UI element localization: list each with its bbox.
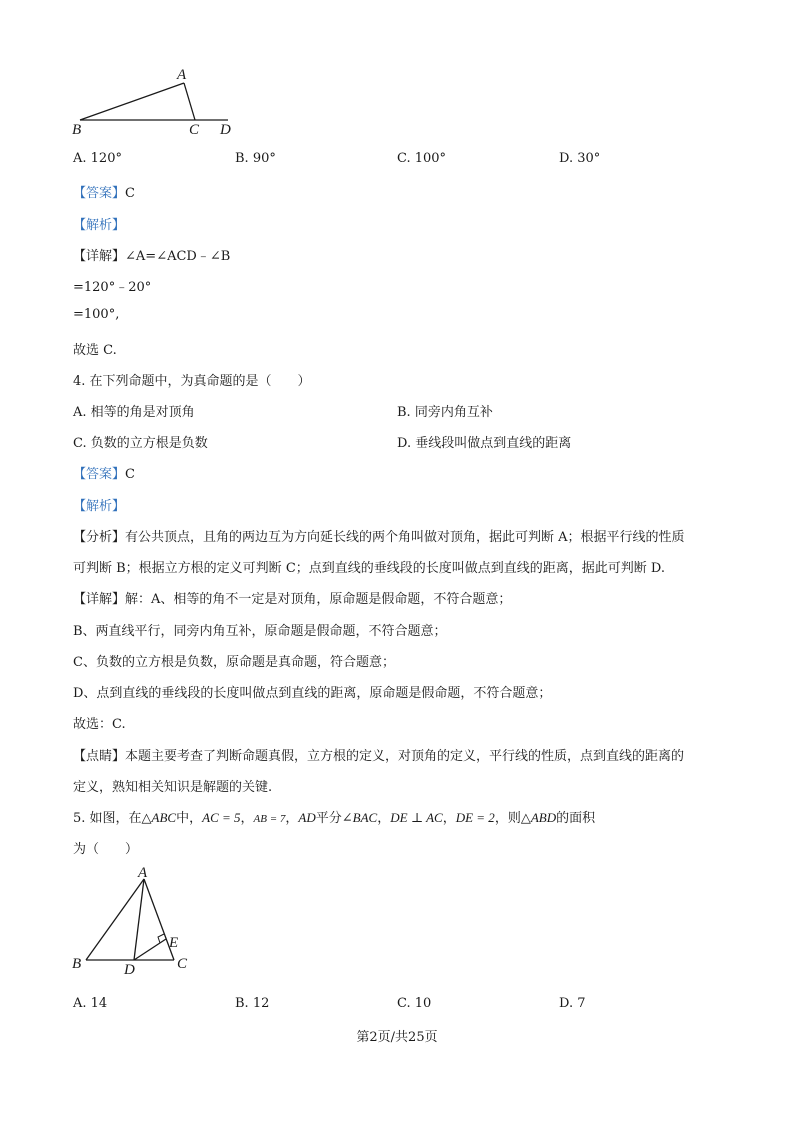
q3-option-d: D. 30° [559, 151, 601, 166]
q4-answer-line [73, 463, 135, 482]
q4-option-a: A. 相等的角是对顶角 [73, 405, 195, 420]
q3-detail-tag: 【详解】 [73, 249, 126, 264]
q5-option-a: A. 14 [73, 996, 108, 1011]
fig2-label-b: B [72, 956, 82, 972]
q4-dianjing-tag: 【点睛】 [73, 749, 126, 764]
triangle-figure-1 [60, 62, 250, 142]
q5-de-perp: DE ⊥ AC [390, 810, 443, 825]
fig1-label-b: B [72, 122, 82, 138]
fig1-label-d: D [220, 122, 231, 138]
q4-dianjing-text1: 本题主要考查了判断命题真假，立方根的定义，对顶角的定义，平行线的性质，点到直线的距离的 [125, 749, 685, 764]
fig2-label-c: C [177, 956, 188, 972]
q3-detail-line2: =120°﹣20° [73, 280, 152, 295]
q4-dianjing-line1 [73, 745, 684, 764]
fig2-label-a: A [138, 865, 148, 881]
q5-stem-prefix: 5. 如图，在 [73, 811, 142, 826]
q5-ab: AB = 7 [253, 813, 286, 825]
q4-option-c: C. 负数的立方根是负数 [73, 436, 208, 451]
q5-ad: AD [298, 810, 316, 825]
q4-detail-line1 [73, 588, 511, 607]
fig2-label-e: E [169, 935, 179, 951]
q5-de: DE = 2 [455, 810, 495, 825]
q3-option-a: A. 120° [73, 151, 122, 166]
q4-answer-tag: 【答案】 [73, 467, 126, 482]
q3-detail-line3: =100°, [73, 307, 120, 322]
q5-area: 的面积 [556, 811, 596, 826]
q4-fenxi-tag: 【分析】 [73, 530, 126, 545]
q3-answer: C [125, 186, 135, 201]
q4-fenxi-text1: 有公共顶点，且角的两边互为方向延长线的两个角叫做对顶角，据此可判断 A；根据平行线的性质 [125, 530, 685, 545]
q3-answer-tag: 【答案】 [73, 186, 126, 201]
q5-stem-mid: 中， [176, 811, 203, 826]
q4-fenxi-line1 [73, 526, 685, 545]
q5-option-d: D. 7 [559, 996, 586, 1011]
q5-then: ，则 [494, 811, 521, 826]
q4-stem: 4. 在下列命题中，为真命题的是（ ） [73, 374, 311, 389]
q4-fenxi-line2: 可判断 B；根据立方根的定义可判断 C；点到直线的垂线段的长度叫做点到直线的距离，据此可判断 D. [73, 561, 665, 576]
page-footer: 第2页/共25页 [356, 1030, 438, 1045]
q5-ac: AC = 5 [202, 810, 241, 825]
q4-answer: C [125, 467, 135, 482]
q5-stem-line2: 为（ ） [73, 842, 139, 857]
q3-answer-line [73, 182, 135, 201]
q3-analysis-tag: 【解析】 [73, 218, 126, 233]
q3-choose: 故选 C. [73, 343, 117, 358]
q3-detail-line1 [73, 245, 230, 264]
q4-analysis-tag: 【解析】 [73, 499, 126, 514]
q3-option-b: B. 90° [235, 151, 276, 166]
q5-tri-abc: △ABC [141, 810, 177, 825]
fig2-label-d: D [124, 962, 135, 978]
q4-detail-tag: 【详解】 [73, 592, 126, 607]
q4-choose: 故选：C. [73, 717, 126, 732]
q4-detail-text1: 解：A、相等的角不一定是对顶角，原命题是假命题，不符合题意； [125, 592, 512, 607]
q5-stem-line1: 5. 如图，在△ABC中，AC = 5，AB = 7，AD平分∠BAC，DE ⊥ AC，DE = 2，则△ABD的面积 [73, 810, 596, 826]
q5-bisect: 平分 [315, 811, 342, 826]
q4-detail-line2: B、两直线平行，同旁内角互补，原命题是假命题，不符合题意； [73, 624, 447, 639]
q5-option-b: B. 12 [235, 996, 270, 1011]
q5-tri-abd: △ABD [520, 810, 557, 825]
q4-dianjing-line2: 定义，熟知相关知识是解题的关键. [73, 780, 273, 795]
q4-option-b: B. 同旁内角互补 [397, 405, 493, 420]
q5-angle-bac: ∠BAC [341, 810, 378, 825]
q4-option-d: D. 垂线段叫做点到直线的距离 [397, 436, 572, 451]
q4-detail-line4: D、点到直线的垂线段的长度叫做点到直线的距离，原命题是假命题，不符合题意； [73, 686, 552, 701]
q3-option-c: C. 100° [397, 151, 447, 166]
fig1-label-c: C [189, 122, 200, 138]
triangle-figure-2 [60, 864, 210, 984]
q3-detail-text: ∠A=∠ACD﹣∠B [125, 249, 231, 264]
fig1-label-a: A [177, 67, 187, 83]
q4-detail-line3: C、负数的立方根是负数，原命题是真命题，符合题意； [73, 655, 395, 670]
q5-option-c: C. 10 [397, 996, 432, 1011]
